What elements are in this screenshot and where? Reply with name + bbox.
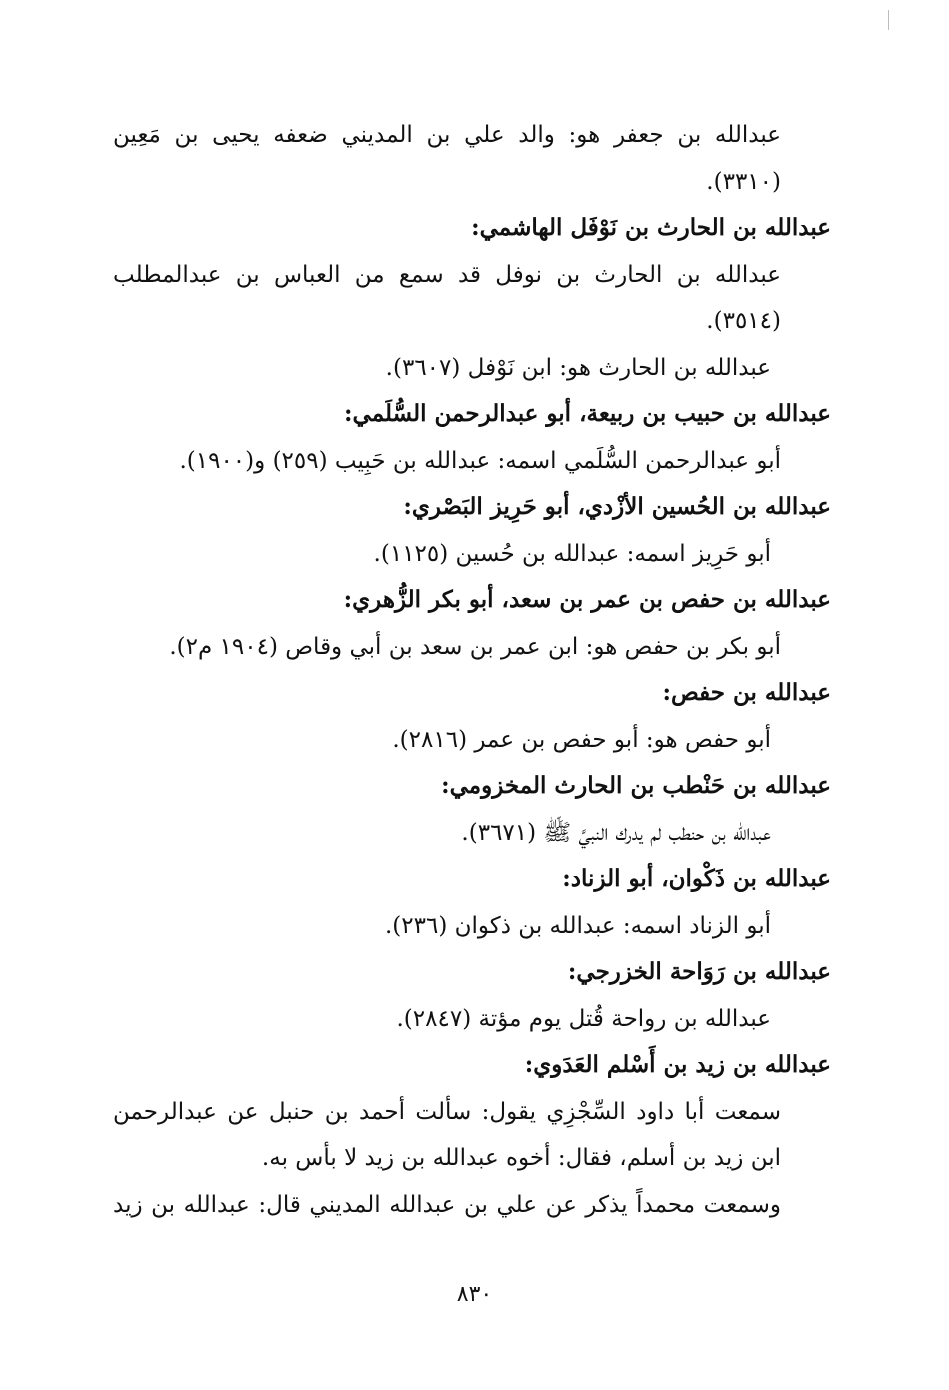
body-line: عبدالله بن الحارث بن نوفل قد سمع من العباس بن عبدالمطلب bbox=[113, 261, 781, 288]
body-line: أبو حفص هو: أبو حفص بن عمر (٢٨١٦). bbox=[392, 726, 771, 753]
entry-heading: عبدالله بن حفص: bbox=[662, 679, 831, 706]
body-line: عبدالله بن حنطب لم يدرك النبيَّ ﷺ (٣٦٧١). bbox=[461, 819, 771, 846]
scan-mark bbox=[888, 10, 889, 30]
entry-heading: عبدالله بن الحُسين الأزْدي، أبو حَرِيز البَصْري: bbox=[403, 493, 831, 520]
body-line: (٣٣١٠). bbox=[706, 168, 781, 195]
body-line: ابن زيد بن أسلم، فقال: أخوه عبدالله بن زيد لا بأس به. bbox=[261, 1145, 781, 1171]
body-line: وسمعت محمداً يذكر عن علي بن عبدالله المديني قال: عبدالله بن زيد bbox=[113, 1191, 781, 1218]
body-line: أبو عبدالرحمن السُّلَمي اسمه: عبدالله بن حَبِيب (٢٥٩) و(١٩٠٠). bbox=[179, 447, 781, 474]
body-line: أبو حَرِيز اسمه: عبدالله بن حُسين (١١٢٥). bbox=[373, 540, 771, 567]
body-line: سمعت أبا داود السِّجْزِي يقول: سألت أحمد بن حنبل عن عبدالرحمن bbox=[113, 1098, 781, 1125]
body-line: عبدالله بن رواحة قُتل يوم مؤتة (٢٨٤٧). bbox=[396, 1005, 771, 1032]
entry-heading: عبدالله بن الحارث بن نَوْفَل الهاشمي: bbox=[471, 214, 831, 241]
page-number: ٨٣٠ bbox=[456, 1282, 493, 1307]
body-line: عبدالله بن الحارث هو: ابن نَوْفل (٣٦٠٧). bbox=[385, 354, 771, 381]
entry-heading: عبدالله بن ذَكْوان، أبو الزناد: bbox=[562, 865, 831, 892]
body-line: (٣٥١٤). bbox=[706, 308, 781, 334]
page-body bbox=[113, 112, 831, 1228]
entry-heading: عبدالله بن حبيب بن ربيعة، أبو عبدالرحمن السُّلَمي: bbox=[344, 400, 831, 427]
entry-heading: عبدالله بن رَوَاحة الخزرجي: bbox=[567, 958, 831, 985]
body-line: عبدالله بن جعفر هو: والد علي بن المديني ضعفه يحيى بن مَعِين bbox=[113, 122, 781, 148]
body-line: أبو بكر بن حفص هو: ابن عمر بن سعد بن أبي وقاص (١٩٠٤ م٢). bbox=[169, 633, 781, 660]
entry-heading: عبدالله بن حَنْطب بن الحارث المخزومي: bbox=[441, 772, 831, 799]
entry-heading: عبدالله بن زيد بن أَسْلم العَدَوي: bbox=[524, 1051, 831, 1078]
body-line: أبو الزناد اسمه: عبدالله بن ذكوان (٢٣٦). bbox=[385, 912, 771, 939]
entry-heading: عبدالله بن حفص بن عمر بن سعد، أبو بكر الزُّهري: bbox=[343, 586, 831, 613]
